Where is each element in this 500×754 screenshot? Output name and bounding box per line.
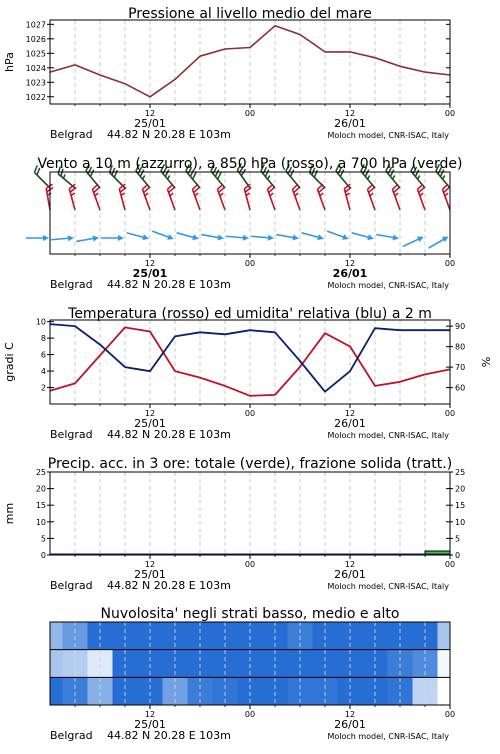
y-tick-label-right: 15 — [455, 501, 466, 511]
date-label: 25/01 — [134, 117, 166, 130]
time-tick-label: 00 — [244, 109, 256, 118]
y-tick-label: 1023 — [25, 78, 46, 88]
y-tick-label: 8 — [40, 334, 46, 344]
station-coords: 44.82 N 20.28 E 103m — [107, 579, 231, 592]
y-axis-label: gradi C — [3, 342, 16, 382]
y-tick-label: 1026 — [25, 34, 46, 44]
y-tick-label: 4 — [40, 367, 46, 377]
y-tick-label: 1027 — [25, 20, 46, 30]
chart-title: Temperatura (rosso) ed umidita' relativa (blu) a 2 m — [68, 306, 432, 322]
cloud-cell — [50, 650, 63, 678]
time-tick-label: 12 — [344, 109, 356, 118]
model-credit: Moloch model, CNR-ISAC, Italy — [327, 431, 449, 440]
y-tick-label-right: 25 — [455, 468, 466, 477]
wind-barb-10m — [26, 235, 49, 241]
chart-title: Precip. acc. in 3 ore: totale (verde), frazione solida (tratt.) — [47, 456, 453, 472]
chart-title: Vento a 10 m (azzurro), a 850 hPa (rosso), a 700 hPa (verde) — [37, 156, 463, 172]
cloud-cell — [438, 677, 451, 705]
panel-wind — [26, 156, 463, 291]
date-label: 26/01 — [334, 117, 366, 130]
y-tick-label: 6 — [40, 350, 46, 360]
chart-title: Nuvolosita' negli strati basso, medio e alto — [100, 606, 400, 622]
time-tick-label: 12 — [144, 259, 156, 268]
y-tick-label: 15 — [35, 501, 46, 511]
time-tick-label: 12 — [144, 109, 156, 118]
y-tick-label: 10 — [35, 517, 46, 527]
time-tick-label: 00 — [244, 710, 256, 719]
time-tick-label: 00 — [444, 259, 456, 268]
panel-precip — [3, 456, 465, 592]
model-credit: Moloch model, CNR-ISAC, Italy — [327, 281, 449, 290]
station-name: Belgrad — [50, 128, 93, 141]
y-tick-label-right: 20 — [455, 484, 466, 494]
y-tick-label-right: 70 — [455, 363, 466, 373]
y-tick-label: 5 — [40, 534, 46, 544]
station-name: Belgrad — [50, 278, 93, 291]
station-coords: 44.82 N 20.28 E 103m — [107, 278, 231, 291]
date-label: 25/01 — [132, 267, 168, 280]
y-tick-label: 1025 — [25, 49, 46, 59]
y-tick-label: 10 — [35, 317, 46, 327]
model-credit: Moloch model, CNR-ISAC, Italy — [327, 131, 449, 140]
time-tick-label: 00 — [244, 409, 256, 418]
y-tick-label-right: 0 — [455, 551, 461, 560]
y-tick-label: 20 — [35, 484, 46, 494]
y-axis-label-right: % — [480, 356, 493, 368]
y-axis-label: hPa — [3, 52, 16, 72]
time-tick-label: 00 — [444, 560, 456, 569]
time-tick-label: 12 — [344, 259, 356, 268]
cloud-cell — [50, 677, 63, 705]
arrow-head — [43, 235, 49, 241]
time-tick-label: 12 — [144, 710, 156, 719]
y-tick-label-right: 80 — [455, 342, 466, 352]
time-tick-label: 00 — [444, 109, 456, 118]
time-tick-label: 12 — [344, 710, 356, 719]
date-label: 25/01 — [134, 718, 166, 731]
station-name: Belgrad — [50, 729, 93, 742]
time-tick-label: 12 — [144, 560, 156, 569]
station-coords: 44.82 N 20.28 E 103m — [107, 428, 231, 441]
station-name: Belgrad — [50, 428, 93, 441]
y-tick-label-right: 60 — [455, 383, 466, 393]
y-tick-label-right: 5 — [455, 534, 461, 544]
time-tick-label: 00 — [244, 560, 256, 569]
time-tick-label: 12 — [344, 409, 356, 418]
panel-temp_rh — [3, 306, 493, 441]
date-label: 25/01 — [134, 568, 166, 581]
station-coords: 44.82 N 20.28 E 103m — [107, 729, 231, 742]
date-label: 26/01 — [332, 267, 368, 280]
time-tick-label: 12 — [344, 560, 356, 569]
y-tick-label-right: 90 — [455, 322, 466, 332]
station-name: Belgrad — [50, 579, 93, 592]
panel-pressure — [3, 6, 455, 141]
y-tick-label: 1024 — [25, 63, 46, 73]
panel-clouds — [50, 606, 455, 742]
date-label: 25/01 — [134, 417, 166, 430]
cloud-cell — [50, 622, 63, 650]
model-credit: Moloch model, CNR-ISAC, Italy — [327, 582, 449, 591]
y-tick-label: 25 — [35, 468, 46, 477]
model-credit: Moloch model, CNR-ISAC, Italy — [327, 732, 449, 741]
y-tick-label-right: 10 — [455, 517, 466, 527]
cloud-cell — [438, 650, 451, 678]
time-tick-label: 00 — [444, 409, 456, 418]
chart-title: Pressione al livello medio del mare — [128, 6, 372, 22]
date-label: 26/01 — [334, 417, 366, 430]
time-tick-label: 00 — [244, 259, 256, 268]
cloud-cell — [438, 622, 451, 650]
time-tick-label: 12 — [144, 409, 156, 418]
y-tick-label: 1022 — [25, 92, 46, 102]
station-coords: 44.82 N 20.28 E 103m — [107, 128, 231, 141]
date-label: 26/01 — [334, 718, 366, 731]
y-axis-label: mm — [3, 502, 16, 525]
date-label: 26/01 — [334, 568, 366, 581]
y-tick-label: 2 — [40, 383, 46, 393]
y-tick-label: 0 — [40, 551, 46, 560]
time-tick-label: 00 — [444, 710, 456, 719]
